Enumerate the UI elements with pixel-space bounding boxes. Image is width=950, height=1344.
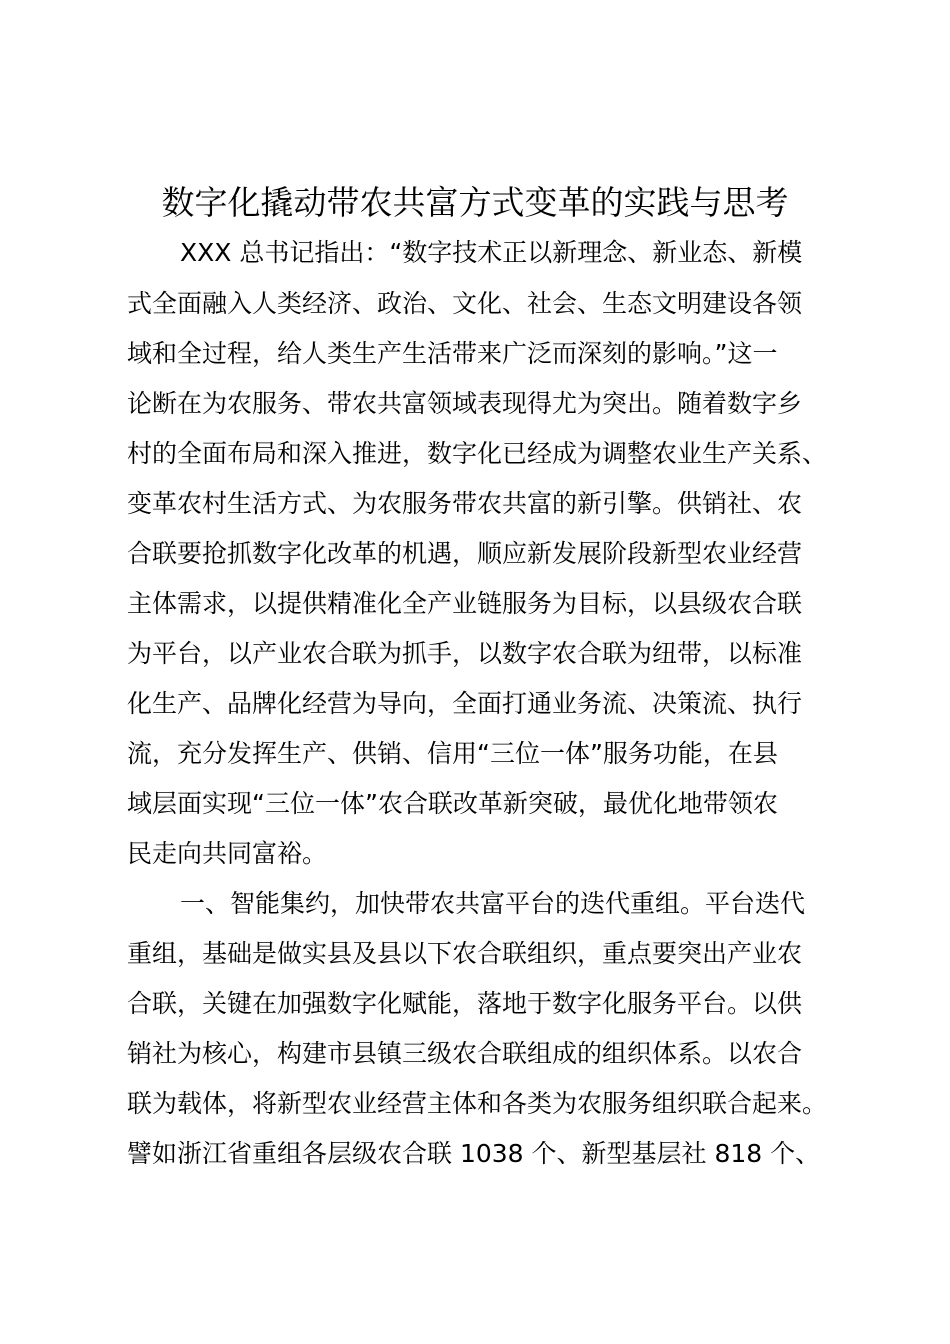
paragraph-line: 一、智能集约，加快带农共富平台的迭代重组。平台迭代 [180, 889, 806, 918]
paragraph-line: 合联，关键在加强数字化赋能，落地于数字化服务平台。以供 [127, 989, 803, 1018]
paragraph-line: 域和全过程，给人类生产生活带来广泛而深刻的影响。”这一 [127, 339, 778, 368]
paragraph-line: 村的全面布局和深入推进，数字化已经成为调整农业生产关系、 [127, 439, 828, 468]
paragraph-line: 民走向共同富裕。 [127, 839, 328, 868]
paragraph-line: 主体需求，以提供精准化全产业链服务为目标，以县级农合联 [127, 589, 803, 618]
paragraph-line: 变革农村生活方式、为农服务带农共富的新引擎。供销社、农 [127, 489, 803, 518]
paragraph-line: 化生产、品牌化经营为导向，全面打通业务流、决策流、执行 [127, 689, 803, 718]
paragraph-line: 流，充分发挥生产、供销、信用“三位一体”服务功能，在县 [127, 739, 778, 768]
paragraph-line: 销社为核心，构建市县镇三级农合联组成的组织体系。以农合 [127, 1039, 803, 1068]
paragraph-line: 式全面融入人类经济、政治、文化、社会、生态文明建设各领 [127, 289, 803, 318]
paragraph-line: 论断在为农服务、带农共富领域表现得尤为突出。随着数字乡 [127, 389, 803, 418]
paragraph-line: 联为载体，将新型农业经营主体和各类为农服务组织联合起来。 [127, 1089, 828, 1118]
paragraph-line: 域层面实现“三位一体”农合联改革新突破，最优化地带领农 [127, 789, 778, 818]
document-title: 数字化撬动带农共富方式变革的实践与思考 [161, 183, 789, 222]
paragraph-line: 譬如浙江省重组各层级农合联 1038 个、新型基层社 818 个、 [127, 1139, 821, 1168]
paragraph-line: 为平台，以产业农合联为抓手，以数字农合联为纽带，以标准 [127, 639, 803, 668]
paragraph-line: 合联要抢抓数字化改革的机遇，顺应新发展阶段新型农业经营 [127, 539, 803, 568]
paragraph-line: XXX 总书记指出：“数字技术正以新理念、新业态、新模 [180, 238, 803, 267]
paragraph-line: 重组，基础是做实县及县以下农合联组织，重点要突出产业农 [127, 939, 803, 968]
